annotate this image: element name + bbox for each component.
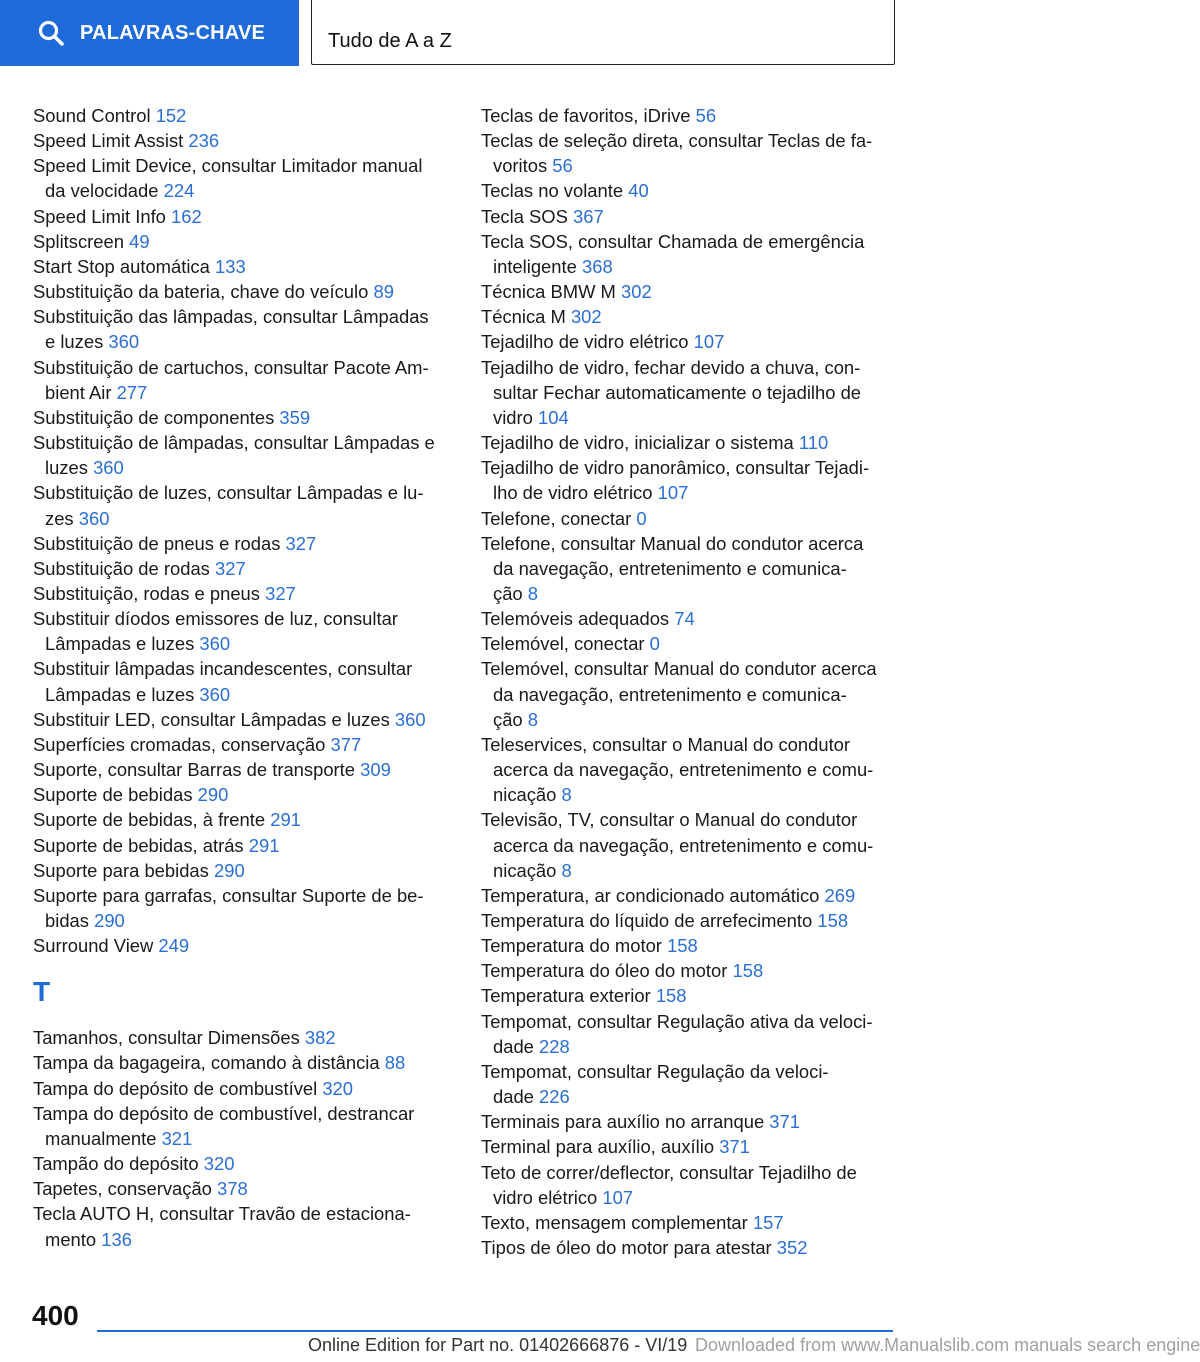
top-bar [0, 0, 960, 66]
page-link[interactable]: 327 [285, 532, 317, 554]
index-entry [33, 355, 453, 405]
index-entry [33, 556, 453, 581]
index-entry [481, 279, 901, 304]
page-link[interactable]: 309 [360, 759, 391, 781]
page-link[interactable]: 104 [538, 406, 569, 428]
page-link[interactable]: 321 [161, 1127, 193, 1149]
index-entry [481, 1210, 901, 1235]
entry-text: Tipos de óleo do motor para atestar [481, 1237, 772, 1259]
entry-text: Tecla SOS [481, 205, 568, 227]
entry-text: Lâmpadas e luzes [45, 633, 195, 655]
page-link[interactable]: 157 [752, 1211, 784, 1233]
page-link[interactable]: 377 [330, 733, 362, 755]
watermark: Downloaded from www.Manualslib.com manuals search engine [695, 1335, 1200, 1355]
entry-text: Splitscreen [33, 230, 124, 252]
entry-text: Substituição de lâmpadas, consultar Lâmpadas e [33, 432, 435, 454]
index-entry [481, 204, 901, 229]
entry-text: Substituição da bateria, chave do veículo [33, 281, 369, 303]
entry-text: Tecla SOS, consultar Chamada de emergência [481, 230, 865, 252]
page-link[interactable]: 226 [539, 1086, 570, 1108]
keywords-button[interactable] [0, 0, 299, 66]
page-number: 400 [32, 1300, 79, 1331]
page-link[interactable]: 107 [602, 1186, 634, 1208]
entry-text: vidro [493, 406, 533, 428]
index-column-right [481, 103, 901, 1260]
index-entry [33, 807, 453, 832]
entry-text: Speed Limit Info [33, 205, 166, 227]
page-link[interactable]: 0 [649, 633, 660, 655]
entry-text: Sound Control [33, 105, 151, 126]
entry-text: da navegação, entretenimento e comunica- [493, 557, 847, 579]
entry-text: Substituição das lâmpadas, consultar Lâmpadas [33, 306, 429, 328]
page-link[interactable]: 290 [197, 784, 229, 806]
entry-text: Temperatura do líquido de arrefecimento [481, 910, 813, 931]
tab-a-to-z[interactable] [311, 0, 895, 65]
index-entry [33, 204, 453, 229]
index-entry [481, 1009, 901, 1059]
index-entry [481, 908, 901, 933]
tab-label: Tudo de A a Z [328, 30, 452, 52]
index-entry [481, 606, 901, 631]
entry-text: Tecla AUTO H, consultar Travão de estaciona- [33, 1203, 411, 1225]
page-link[interactable]: 290 [94, 910, 125, 931]
page-link[interactable]: 89 [373, 281, 394, 303]
index-entry [481, 455, 901, 505]
page-link[interactable]: 249 [158, 935, 190, 957]
entry-text: Televisão, TV, consultar o Manual do condutor [481, 809, 858, 831]
entry-text: Tempomat, consultar Regulação da veloci- [481, 1060, 829, 1082]
entry-text: sultar Fechar automaticamente o tejadilho de [493, 381, 862, 403]
entry-text: da navegação, entretenimento e comunica- [493, 683, 847, 705]
entry-text: Telemóvel, consultar Manual do condutor acerca [481, 658, 877, 680]
page-link[interactable]: 360 [199, 683, 231, 705]
index-entry [481, 631, 901, 656]
index-entry [33, 732, 453, 757]
page-link[interactable]: 378 [217, 1178, 248, 1200]
page-link[interactable]: 158 [655, 985, 687, 1007]
index-entry [481, 656, 901, 731]
entry-text: Lâmpadas e luzes [45, 683, 195, 705]
entry-text: Substituir lâmpadas incandescentes, consultar [33, 658, 413, 680]
page-link[interactable]: 228 [539, 1035, 570, 1057]
entry-text: manualmente [45, 1127, 157, 1149]
entry-text: Suporte para bebidas [33, 859, 209, 881]
index-entry [33, 656, 453, 706]
page-link[interactable]: 371 [769, 1111, 800, 1133]
page-link[interactable]: 291 [248, 834, 280, 856]
entry-text: voritos [493, 155, 548, 177]
page-link[interactable]: 291 [270, 809, 301, 831]
entry-text: Técnica M [481, 306, 566, 328]
page-link[interactable]: 327 [265, 582, 296, 604]
index-entry [33, 480, 453, 530]
entry-text: Tampa da bagageira, comando à distância [33, 1052, 380, 1074]
index-entry [481, 128, 901, 178]
entry-text: Suporte para garrafas, consultar Suporte de be- [33, 884, 424, 906]
entry-text: Temperatura do motor [481, 935, 662, 957]
entry-text: Texto, mensagem complementar [481, 1211, 748, 1233]
entry-text: Speed Limit Assist [33, 130, 184, 152]
entry-text: da velocidade [45, 180, 159, 202]
index-entry [33, 1050, 453, 1075]
entry-text: Temperatura do óleo do motor [481, 960, 728, 982]
keywords-label: PALAVRAS-CHAVE [80, 21, 266, 44]
index-entry [481, 355, 901, 430]
entry-text: Surround View [33, 935, 154, 957]
index-entry [33, 606, 453, 656]
index-entry [33, 833, 453, 858]
entry-text: ção [493, 582, 523, 604]
entry-text: bient Air [45, 381, 112, 403]
page-link[interactable]: 8 [527, 582, 539, 604]
footer-divider [97, 1330, 893, 1332]
index-entry [481, 229, 901, 279]
page-link[interactable]: 158 [667, 935, 698, 957]
index-entry [481, 883, 901, 908]
index-entry [33, 128, 453, 153]
entry-text: Substituir LED, consultar Lâmpadas e luzes [33, 708, 390, 730]
page-link[interactable]: 49 [129, 230, 150, 252]
entry-text: vidro elétrico [493, 1186, 598, 1208]
entry-text: Speed Limit Device, consultar Limitador manual [33, 155, 423, 177]
page-link[interactable]: 320 [322, 1077, 354, 1099]
entry-text: Suporte de bebidas, à frente [33, 809, 266, 831]
entry-text: Tampa do depósito de combustível [33, 1077, 318, 1099]
page-link[interactable]: 302 [570, 306, 602, 328]
index-entry [33, 153, 453, 203]
entry-text: Suporte de bebidas, atrás [33, 834, 244, 856]
page-link[interactable]: 368 [581, 255, 613, 277]
page-link[interactable]: 136 [101, 1228, 132, 1250]
index-entry [33, 581, 453, 606]
entry-text: Teto de correr/deflector, consultar Tejadilho de [481, 1161, 857, 1183]
page-link[interactable]: 277 [116, 381, 148, 403]
entry-text: Telemóvel, conectar [481, 633, 650, 655]
entry-text: Teclas de favoritos, iDrive [481, 105, 691, 126]
entry-text: Substituição de rodas [33, 557, 210, 579]
entry-text: acerca da navegação, entretenimento e comu- [493, 759, 874, 781]
index-entry [33, 1151, 453, 1176]
page-link[interactable]: 320 [203, 1153, 235, 1175]
entry-text: Técnica BMW M [481, 281, 616, 303]
index-entry [481, 103, 901, 128]
page-link[interactable]: 359 [279, 406, 311, 428]
entry-text: e luzes [45, 331, 104, 353]
page-link[interactable]: 158 [817, 910, 849, 931]
entry-text: acerca da navegação, entretenimento e comu- [493, 834, 874, 856]
index-entry [481, 933, 901, 958]
page-link[interactable]: 360 [199, 633, 231, 655]
page-link[interactable]: 8 [561, 859, 572, 881]
index-entry [33, 1201, 453, 1251]
index-entry [33, 304, 453, 354]
page-link[interactable]: 327 [215, 557, 246, 579]
index-entry [481, 430, 901, 455]
index-entry [481, 1134, 901, 1159]
entry-text: Telefone, conectar [481, 507, 637, 529]
page-link[interactable]: 107 [693, 331, 725, 353]
page-link[interactable]: 110 [798, 432, 829, 454]
page-link[interactable]: 302 [621, 281, 652, 303]
index-entry [33, 707, 453, 732]
index-entry [481, 1059, 901, 1109]
page-link[interactable]: 360 [78, 507, 110, 529]
page-link[interactable]: 0 [636, 507, 647, 529]
index-column-left [33, 103, 453, 1252]
entry-text: mento [45, 1228, 97, 1250]
index-entry [33, 858, 453, 883]
page-link[interactable]: 107 [657, 482, 689, 504]
page-link[interactable]: 74 [674, 608, 695, 630]
entry-text: Tempomat, consultar Regulação ativa da veloci- [481, 1010, 873, 1032]
index-entry [481, 958, 901, 983]
entry-text: Teclas no volante [481, 180, 624, 202]
index-entry [481, 329, 901, 354]
page-link[interactable]: 133 [214, 255, 246, 277]
page-link[interactable]: 360 [108, 331, 140, 353]
index-entry [481, 732, 901, 807]
entry-text: Superfícies cromadas, conservação [33, 733, 326, 755]
index-entry [33, 531, 453, 556]
index-entry [33, 1076, 453, 1101]
index-entry [33, 1101, 453, 1151]
index-entry [481, 531, 901, 606]
index-entry [481, 304, 901, 329]
index-entry [481, 506, 901, 531]
entry-text: Temperatura, ar condicionado automático [481, 884, 820, 906]
index-entry [481, 1235, 901, 1260]
entry-text: zes [45, 507, 74, 529]
entry-text: luzes [45, 457, 88, 479]
entry-text: bidas [45, 910, 89, 931]
entry-text: Tejadilho de vidro panorâmico, consultar Tejadi- [481, 457, 870, 479]
page-link[interactable]: 40 [628, 180, 649, 202]
entry-text: Tampa do depósito de combustível, destrancar [33, 1102, 415, 1124]
index-entry [481, 1109, 901, 1134]
entry-text: Teleservices, consultar o Manual do condutor [481, 733, 851, 755]
index-entry [33, 405, 453, 430]
index-entry [33, 1176, 453, 1201]
index-entry [33, 933, 453, 958]
entry-text: Suporte de bebidas [33, 784, 193, 806]
page-link[interactable]: 269 [824, 884, 856, 906]
entry-text: ção [493, 708, 523, 730]
page-link[interactable]: 152 [155, 105, 187, 126]
index-entry [33, 883, 453, 933]
entry-text: Telemóveis adequados [481, 608, 670, 630]
page-link[interactable]: 158 [732, 960, 764, 982]
index-entry [481, 983, 901, 1008]
entry-text: Substituição de componentes [33, 406, 275, 428]
index-entry [481, 1160, 901, 1210]
entry-text: Tamanhos, consultar Dimensões [33, 1027, 300, 1049]
index-entry [33, 229, 453, 254]
index-entry [33, 1025, 453, 1050]
entry-text: Terminais para auxílio no arranque [481, 1111, 765, 1133]
page-link[interactable]: 371 [719, 1136, 750, 1158]
index-entry [33, 757, 453, 782]
page-link[interactable]: 382 [304, 1027, 336, 1049]
entry-text: Suporte, consultar Barras de transporte [33, 759, 356, 781]
page-link[interactable]: 8 [561, 784, 572, 806]
entry-text: nicação [493, 784, 557, 806]
entry-text: Tejadilho de vidro, fechar devido a chuva, con- [481, 356, 861, 378]
entry-text: inteligente [493, 255, 577, 277]
edition-text: Online Edition for Part no. 01402666876 - VI/19 [308, 1335, 688, 1355]
search-icon [36, 18, 66, 48]
page-link[interactable]: 56 [552, 155, 573, 177]
entry-text: Tejadilho de vidro, inicializar o sistema [481, 432, 794, 454]
page-link[interactable]: 56 [695, 105, 717, 126]
index-entry [33, 782, 453, 807]
index-entry [33, 103, 453, 128]
entry-text: dade [493, 1086, 534, 1108]
index-entry [481, 178, 901, 203]
page-link[interactable]: 236 [188, 130, 220, 152]
entry-text: Tampão do depósito [33, 1153, 199, 1175]
index-entry [33, 254, 453, 279]
page-link[interactable]: 360 [394, 708, 426, 730]
index-entry [33, 430, 453, 480]
entry-text: Start Stop automática [33, 255, 210, 277]
entry-text: Substituição de luzes, consultar Lâmpadas e lu- [33, 482, 424, 504]
section-heading: T [33, 976, 51, 1008]
page-link[interactable]: 88 [384, 1052, 406, 1074]
page-link[interactable]: 367 [573, 205, 604, 227]
index-entry [481, 807, 901, 882]
page-link[interactable]: 352 [776, 1237, 808, 1259]
page-link[interactable]: 290 [214, 859, 245, 881]
page-link[interactable]: 162 [171, 205, 202, 227]
entry-text: Substituição de pneus e rodas [33, 532, 281, 554]
entry-text: Telefone, consultar Manual do condutor acerca [481, 532, 864, 554]
entry-text: Substituição de cartuchos, consultar Pacote Am- [33, 356, 429, 378]
entry-text: Temperatura exterior [481, 985, 651, 1007]
entry-text: lho de vidro elétrico [493, 482, 653, 504]
entry-text: Tejadilho de vidro elétrico [481, 331, 689, 353]
entry-text: Substituir díodos emissores de luz, consultar [33, 608, 398, 630]
page-link[interactable]: 224 [163, 180, 195, 202]
entry-text: Terminal para auxílio, auxílio [481, 1136, 715, 1158]
index-entry [33, 279, 453, 304]
page-link[interactable]: 360 [93, 457, 124, 479]
page-link[interactable]: 8 [527, 708, 539, 730]
entry-text: Substituição, rodas e pneus [33, 582, 260, 604]
entry-text: Tapetes, conservação [33, 1178, 212, 1200]
entry-text: dade [493, 1035, 534, 1057]
entry-text: Teclas de seleção direta, consultar Teclas de fa- [481, 130, 873, 152]
entry-text: nicação [493, 859, 557, 881]
